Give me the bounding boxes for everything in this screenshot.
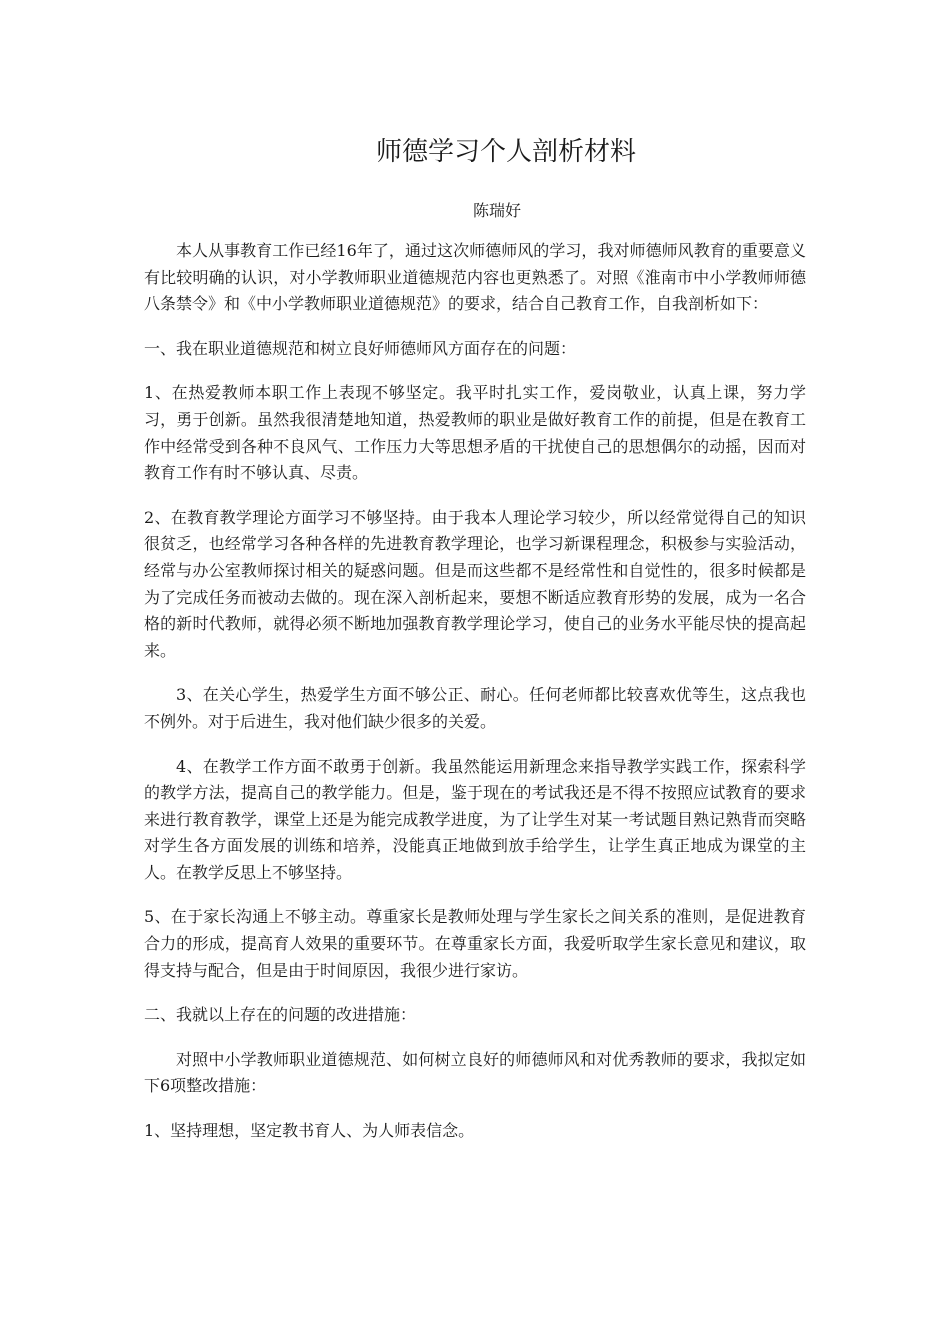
paragraph-problem-5: 5、在于家长沟通上不够主动。尊重家长是教师处理与学生家长之间关系的准则，是促进教育合力的形成，提高育人效果的重要环节。在尊重家长方面，我爱听取学生家长意见和建议，取得支持与配合，但是由于时间原因，我很少进行家访。 [144, 907, 806, 980]
paragraph-measure-1: 1、坚持理想，坚定教书育人、为人师表信念。 [144, 1121, 475, 1141]
document-title: 师德学习个人剖析材料 [375, 137, 636, 167]
paragraph-problem-4: 4、在教学工作方面不敢勇于创新。我虽然能运用新理念来指导教学实践工作，探索科学的教学方法，提高自己的教学能力。但是，鉴于现在的考试我还是不得不按照应试教育的要求来进行教育教学，课堂上还是为能完成教学进度，为了让学生对某一考试题目熟记熟背而突略对学生各方面发展的训练和培养，没能真正地做到放手给学生，让学生真正地成为课堂的主人。在教学反思上不够坚持。 [144, 756, 806, 882]
paragraph-problem-2: 2、在教育教学理论方面学习不够坚持。由于我本人理论学习较少，所以经常觉得自己的知识很贫乏，也经常学习各种各样的先进教育教学理论，也学习新课程理念，积极参与实验活动，经常与办公室教师探讨相关的疑惑问题。但是而这些都不是经常性和自觉性的，很多时候都是为了完成任务而被动去做的。现在深入剖析起来，要想不断适应教育形势的发展，成为一名合格的新时代教师，就得必须不断地加强教育教学理论学习，使自己的业务水平能尽快的提高起来。 [144, 507, 806, 660]
paragraph-problem-1: 1、在热爱教师本职工作上表现不够坚定。我平时扎实工作，爱岗敬业，认真上课，努力学习，勇于创新。虽然我很清楚地知道，热爱教师的职业是做好教育工作的前提，但是在教育工作中经常受到各种不良风气、工作压力大等思想矛盾的干扰使自己的思想偶尔的动摇，因而对教育工作有时不够认真、尽责。 [144, 383, 806, 483]
section-heading-problems: 一、我在职业道德规范和树立良好师德师风方面存在的问题： [144, 338, 577, 358]
paragraph-intro: 本人从事教育工作已经16年了，通过这次师德师风的学习，我对师德师风教育的重要意义有比较明确的认识，对小学教师职业道德规范内容也更熟悉了。对照《淮南市中小学教师师德八条禁令》和《中小学教师职业道德规范》的要求，结合自己教育工作，自我剖析如下： [144, 241, 806, 314]
section-heading-measures: 二、我就以上存在的问题的改进措施： [144, 1005, 417, 1025]
paragraph-measures-intro: 对照中小学教师职业道德规范、如何树立良好的师德师风和对优秀教师的要求，我拟定如下6项整改措施： [144, 1049, 806, 1096]
paragraph-problem-3: 3、在关心学生，热爱学生方面不够公正、耐心。任何老师都比较喜欢优等生，这点我也不例外。对于后进生，我对他们缺少很多的关爱。 [144, 685, 806, 731]
document-body [144, 238, 806, 1163]
document-author: 陈瑞好 [472, 201, 521, 220]
